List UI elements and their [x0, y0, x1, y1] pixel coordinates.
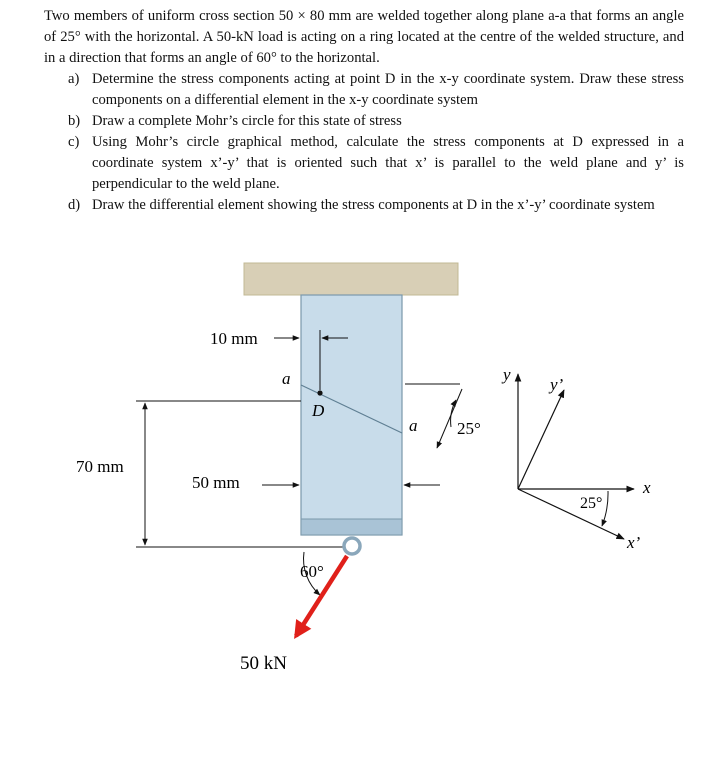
problem-part-b [44, 111, 684, 132]
problem-part-c [44, 132, 684, 195]
problem-intro: Two members of uniform cross section 50 × 80 mm are welded together along plane a-a that forms an angle of 25° with the horizontal. A 50-kN load is acting on a ring located at the centre of the welded structure, and in a direction that forms an angle of 60° to the horizontal. [44, 8, 684, 66]
support-wall [244, 263, 458, 295]
axes-angle-label: 25° [580, 495, 603, 512]
part-text: Draw the differential element showing the stress components at D in the x’-y’ coordinate system [92, 197, 655, 213]
structure-diagram [0, 255, 722, 760]
part-label: c) [68, 134, 80, 150]
y-axis-label: y [503, 365, 511, 384]
plane-label-right: a [409, 416, 418, 435]
part-text: Using Mohr’s circle graphical method, calculate the stress components at D expressed in a coordinate system x’-y’ that is oriented such that x’ is parallel to the weld plane and y’ is perpendicular to the weld plane. [92, 134, 684, 192]
y-prime-axis-label: y’ [550, 375, 564, 394]
part-label: b) [68, 113, 81, 129]
problem-parts [44, 69, 684, 216]
dim-10mm-label: 10 mm [210, 329, 258, 348]
weld-angle-label: 25° [457, 419, 481, 438]
part-label: d) [68, 197, 81, 213]
part-text: Determine the stress components acting at point D in the x-y coordinate system. Draw these stress components on a differential element in the x-y coordinate system [92, 71, 684, 108]
x-axis-label: x [643, 478, 651, 497]
problem-part-d [44, 195, 684, 216]
plane-label-left: a [282, 369, 291, 388]
problem-statement [44, 6, 684, 216]
load-angle-label: 60° [300, 562, 324, 581]
axes-angle-arc [602, 491, 608, 526]
problem-part-a [44, 69, 684, 111]
figure [0, 255, 722, 760]
dim-70mm-label: 70 mm [76, 457, 124, 476]
dim-50mm-label: 50 mm [192, 473, 240, 492]
part-text: Draw a complete Mohr’s circle for this state of stress [92, 113, 402, 129]
member-end-plate [301, 519, 402, 535]
part-label: a) [68, 71, 80, 87]
point-d-label: D [312, 401, 325, 420]
point-d-marker [317, 390, 322, 395]
x-prime-axis-label: x’ [627, 533, 641, 552]
y-prime-axis [518, 390, 564, 489]
load-label: 50 kN [240, 653, 287, 674]
load-ring [344, 538, 360, 554]
